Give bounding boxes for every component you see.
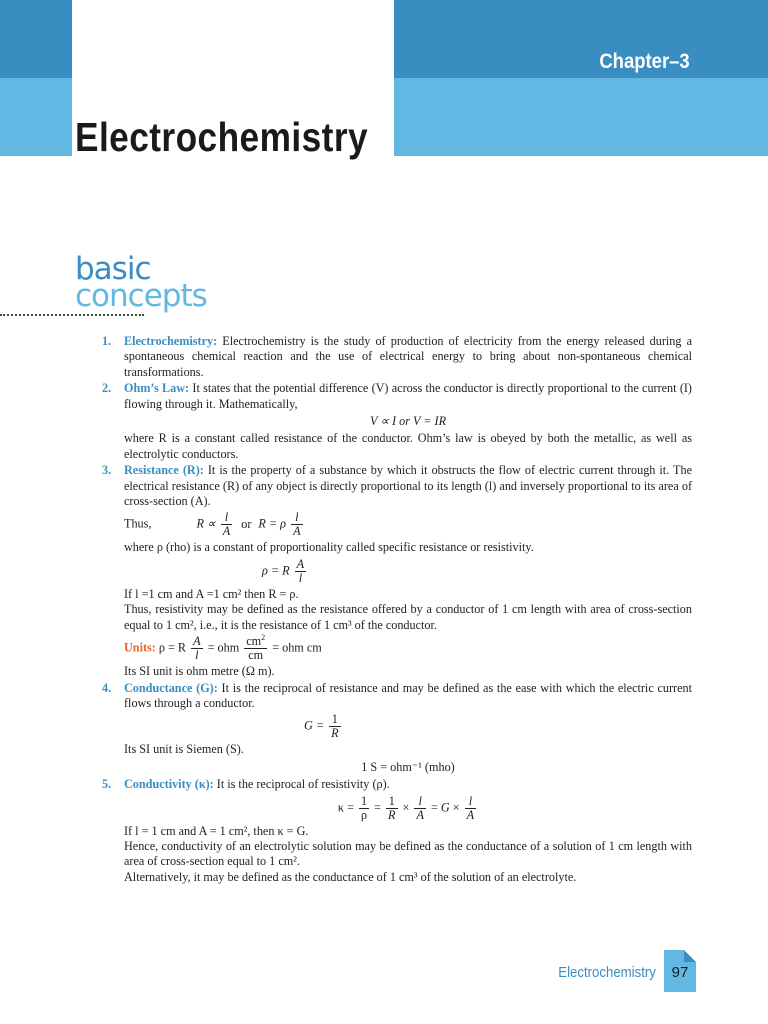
chapter-title: Electrochemistry xyxy=(75,114,369,160)
item-term: Conductivity (κ): xyxy=(124,777,214,792)
item-paragraph: Its SI unit is Siemen (S). xyxy=(124,742,244,757)
page-corner-fold xyxy=(684,950,696,962)
item-paragraph xyxy=(124,681,692,712)
item-paragraph: If l = 1 cm and A = 1 cm², then κ = G. xyxy=(124,823,309,838)
item-number: 1. xyxy=(102,334,112,348)
item-term: Resistance (R): xyxy=(124,463,204,478)
item-text: It states that the potential difference (V) across the conductor is directly proportional to the current (I) flowing through it. Mathematically, xyxy=(124,381,692,411)
item-term: Ohm’s Law: xyxy=(124,381,190,396)
item-paragraph: where R is a constant called resistance of the conductor. Ohm’s law is obeyed by both the metallic, as well as electrolytic conductors. xyxy=(124,431,692,461)
item-paragraph xyxy=(124,381,692,412)
footer-title: Electrochemistry xyxy=(558,964,656,981)
item-paragraph xyxy=(124,334,692,380)
siemen-equation: 1 S = ohm⁻¹ (mho) xyxy=(361,759,455,774)
chapter-label: Chapter–3 xyxy=(599,50,690,73)
item-number: 2. xyxy=(102,381,112,396)
item-paragraph: Thus, resistivity may be defined as the resistance offered by a conductor of 1 cm length with area of cross-section equal to 1 cm², i.e., it is the resistance of 1 cm³ of the conductor. xyxy=(124,602,692,632)
item-number: 4. xyxy=(102,680,112,695)
item-paragraph xyxy=(124,463,692,509)
item-paragraph: Alternatively, it may be defined as the conductance of 1 cm³ of the solution of an electrolyte. xyxy=(124,869,577,884)
units-line: Units: ρ = R $\frac{A}{l}$ = ohm $\frac{cm^2}{cm}$ = ohm cm xyxy=(124,633,322,663)
item-text: It is the property of a substance by which it obstructs the flow of electric current through it. The electrical resistance (R) of any object is directly proportional to its length (l) and inversely proportional to its area of cross-section (A). xyxy=(124,463,692,509)
item-text: It is the reciprocal of resistance and may be defined as the ease with which the electric current flows through a conductor. xyxy=(124,680,692,710)
item-paragraph: If l =1 cm and A =1 cm² then R = ρ. xyxy=(124,586,299,601)
item-paragraph xyxy=(124,777,692,792)
item-number: 3. xyxy=(102,463,112,478)
resistivity-equation: ρ = R $\frac{A}{l}$ xyxy=(262,556,305,585)
page-number: 97 xyxy=(671,964,689,981)
basic-concepts-logo xyxy=(75,251,207,314)
list-item xyxy=(102,334,692,380)
item-paragraph: Its SI unit is ohm metre (Ω m). xyxy=(124,664,275,679)
resistance-equation: Thus, R ∝ $\frac{l}{A}$ or R = ρ $\frac{l}{A}$ xyxy=(124,510,301,539)
list-item xyxy=(102,681,692,776)
item-number: 5. xyxy=(102,777,112,792)
item-term: Conductance (G): xyxy=(124,680,218,695)
logo-concepts: concepts xyxy=(75,278,207,314)
item-text: Electrochemistry is the study of production of electricity from the energy released during a spontaneous chemical reaction and the use of electrical energy to bring about non-spontaneous chemical transformations. xyxy=(124,334,692,379)
item-term: Electrochemistry: xyxy=(124,334,218,348)
item-text: It is the reciprocal of resistivity (ρ). xyxy=(213,777,390,792)
item-paragraph: where ρ (rho) is a constant of proportionality called specific resistance or resistivity. xyxy=(124,540,534,555)
logo-basic: basic xyxy=(75,251,151,287)
list-item xyxy=(102,381,692,462)
concepts-list xyxy=(102,334,692,886)
ohms-law-equation: V ∝ I or V = IR xyxy=(369,414,447,429)
list-item xyxy=(102,777,692,885)
list-item xyxy=(102,463,692,679)
item-paragraph: Hence, conductivity of an electrolytic solution may be defined as the conductance of a solution of 1 cm length with area of cross-section equal to 1 cm². xyxy=(124,838,692,869)
conductivity-equation: κ = $\frac{1}{\rho}$ = $\frac{1}{R}$ × $\frac{l}{A}$ = G × $\frac{l}{A}$ xyxy=(337,793,475,822)
conductance-equation: G = $\frac{1}{R}$ xyxy=(304,712,339,741)
dotted-divider xyxy=(0,314,144,316)
